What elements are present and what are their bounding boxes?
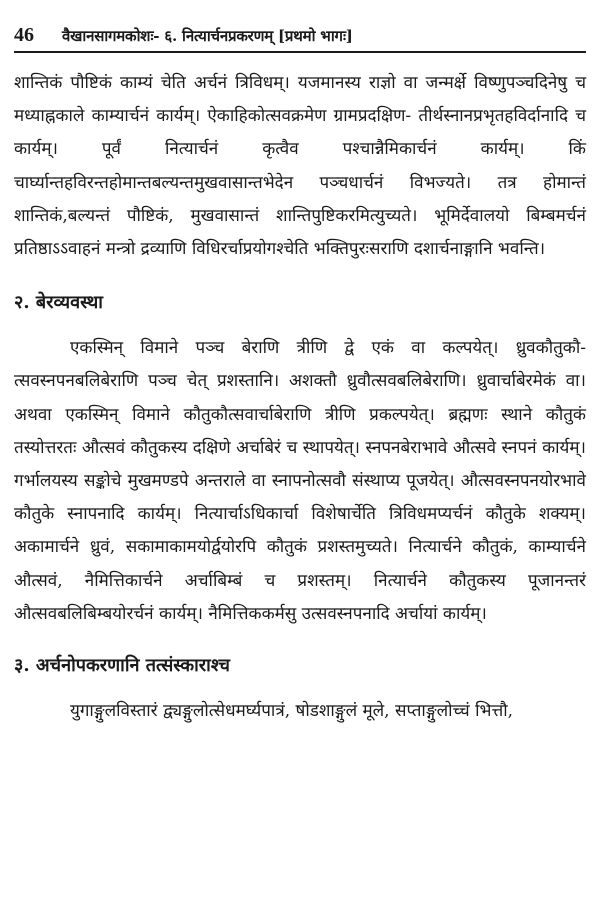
body-paragraph-1: शान्तिकं पौष्टिकं काम्यं चेति अर्चनं त्रिविधम्। यजमानस्य राज्ञो वा जन्मर्क्षे विष्णुपञ्चदिनेषु च मध्याह्नकाले काम्यार्चनं कार्यम्। ऐकाहिकोत्सवक्रमेण ग्रामप्रदक्षिण- तीर्थस्नानप्रभृतहविर्दानादि च कार्यम्। पूर्वं नित्यार्चनं कृत्वैव पश्चान्नैमिकार्चनं कार्यम्। किं चार्घ्यान्तहविरन्तहोमान्तबल्यन्तमुखवासान्तभेदेन पञ्चधार्चनं विभज्यते। तत्र होमान्तं शान्तिकं,बल्यन्तं पौष्टिकं, मुखवासान्तं शान्तिपुष्टिकरमित्युच्यते। भूमिर्देवालयो बिम्बमर्चनं प्रतिष्ठाऽऽवाहनं मन्त्रो द्रव्याणि विधिरर्चाप्रयोगश्चेति भक्तिपुरःसराणि दशार्चनाङ्गानि भवन्ति। [14,73,586,260]
body-paragraph-3: युगाङ्गुलविस्तारं द्व्यङ्गुलोत्सेधमर्घ्यपात्रं, षोडशाङ्गुलं मूले, सप्ताङ्गुलोच्चं भित्तौ, [70,701,514,722]
header-rule [14,51,586,53]
page-header [14,24,586,49]
page-number: 46 [14,24,34,46]
section-heading-bera-vyavastha: २. बेरव्यवस्था [14,292,103,314]
section-heading-archanopakaranani: ३. अर्चनोपकरणानि तत्संस्काराश्च [14,655,230,677]
body-paragraph-2: एकस्मिन् विमाने पञ्च बेराणि त्रीणि द्वे एकं वा कल्पयेत्। ध्रुवकौतुकौ- त्सवस्नपनबलिबेराणि पञ्च चेत् प्रशस्तानि। अशक्तौ ध्रुवौत्सवबलिबेराणि। ध्रुवार्चाबेरमेकं वा। अथवा एकस्मिन् विमाने कौतुकौत्सवार्चाबेराणि त्रीणि प्रकल्पयेत्। ब्रह्मणः स्थाने कौतुकं तस्योत्तरतः औत्सवं कौतुकस्य दक्षिणे अर्चाबेरं च स्थापयेत्। स्नपनबेराभावे औत्सवे स्नपनं कार्यम्। गर्भालयस्य सङ्कोचे मुखमण्डपे अन्तराले वा स्नापनोत्सवौ संस्थाप्य पूजयेत्। औत्सवस्नपनयोरभावे कौतुके स्नापनादि कार्यम्। नित्यार्चाऽधिकार्चा विशेषार्चेति त्रिविधमप्यर्चनं कौतुके शक्यम्। अकामार्चने ध्रुवं, सकामाकामयोर्द्वयोरपि कौतुकं प्रशस्तमुच्यते। नित्यार्चने कौतुकं, काम्यार्चने औत्सवं, नैमित्तिकार्चने अर्चाबिम्बं च प्रशस्तम्। नित्यार्चने कौतुकस्य पूजानन्तरं औत्सवबलिबिम्बयोरर्चनं कार्यम्। नैमित्तिककर्मसु उत्सवस्नपनादि अर्चायां कार्यम्। [14,338,586,624]
running-head: वैखानसागमकोशः- ६. नित्यार्चनप्रकरणम् [प्रथमो भागः] [62,27,353,45]
